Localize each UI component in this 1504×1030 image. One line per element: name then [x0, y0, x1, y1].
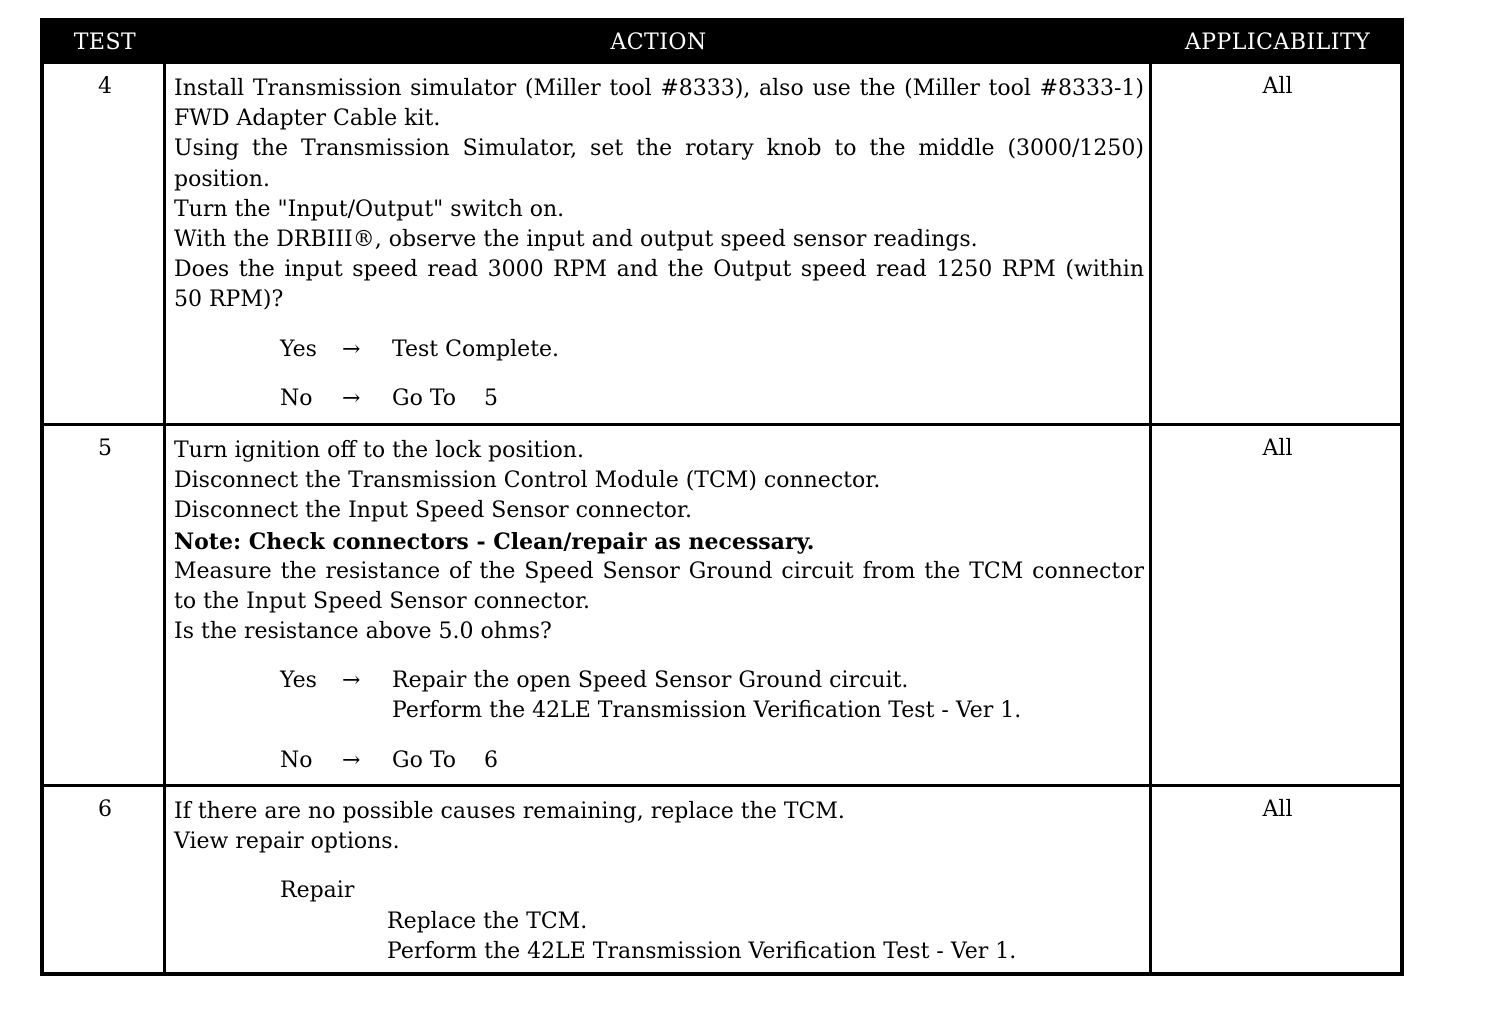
- header-action: ACTION: [610, 30, 707, 55]
- table-header: [44, 22, 1400, 64]
- action-line: to the Input Speed Sensor connector.: [174, 589, 591, 615]
- yes-outcome: [280, 666, 1144, 696]
- action-cell: [174, 436, 1144, 776]
- yes-label: Yes: [280, 668, 317, 694]
- goto-test-link[interactable]: 5: [484, 385, 499, 411]
- test-number: 4: [98, 74, 112, 99]
- action-line: Turn ignition off to the lock position.: [174, 438, 584, 463]
- no-result: Go To: [392, 385, 457, 411]
- test-number: 6: [98, 797, 112, 822]
- arrow-icon: →: [342, 336, 361, 362]
- no-outcome: [280, 746, 1144, 776]
- action-line: View repair options.: [174, 829, 400, 855]
- action-line: Install Transmission simulator (Miller tool #8333), also use the (Miller tool #8333-1): [174, 76, 1144, 101]
- action-line: Turn the "Input/Output" switch on.: [174, 196, 565, 222]
- applicability: All: [1262, 797, 1293, 822]
- action-line: With the DRBIII®, observe the input and output speed sensor readings.: [174, 227, 978, 253]
- yes-label: Yes: [280, 336, 317, 362]
- action-line: Using the Transmission Simulator, set the rotary knob to the middle (3000/1250): [174, 136, 1144, 162]
- repair-step: Replace the TCM.: [387, 908, 588, 934]
- action-line: Measure the resistance of the Speed Sensor Ground circuit from the TCM connector: [174, 558, 1144, 584]
- arrow-icon: →: [342, 747, 361, 773]
- action-line: position.: [174, 166, 270, 192]
- action-line: Does the input speed read 3000 RPM and the Output speed read 1250 RPM (within: [174, 257, 1144, 283]
- action-line: Disconnect the Transmission Control Module (TCM) connector.: [174, 468, 881, 494]
- note-line: Note: Check connectors - Clean/repair as necessary.: [174, 528, 815, 555]
- no-result: Go To: [392, 747, 457, 773]
- table-row: [44, 423, 1400, 785]
- no-label: No: [280, 385, 313, 411]
- yes-result: Repair the open Speed Sensor Ground circuit.: [392, 668, 909, 694]
- test-number: 5: [98, 436, 112, 461]
- arrow-icon: →: [342, 385, 361, 411]
- action-line: 50 RPM)?: [174, 287, 284, 313]
- no-label: No: [280, 747, 313, 773]
- action-cell: [174, 74, 1144, 414]
- arrow-icon: →: [342, 668, 361, 694]
- applicability: All: [1262, 74, 1293, 99]
- yes-outcome: [280, 335, 1144, 365]
- applicability: All: [1262, 436, 1293, 461]
- header-applicability: APPLICABILITY: [1184, 30, 1371, 55]
- action-line: FWD Adapter Cable kit.: [174, 106, 441, 132]
- action-cell: [174, 797, 1144, 967]
- action-line: If there are no possible causes remaining, replace the TCM.: [174, 799, 845, 824]
- yes-result: Test Complete.: [392, 336, 560, 362]
- repair-step: Perform the 42LE Transmission Verification Test - Ver 1.: [387, 938, 1017, 964]
- diagnostic-table: [40, 18, 1404, 976]
- action-line: Is the resistance above 5.0 ohms?: [174, 619, 552, 645]
- table-row: [44, 64, 1400, 425]
- action-line: Disconnect the Input Speed Sensor connector.: [174, 498, 693, 524]
- no-outcome: [280, 384, 1144, 414]
- header-test: TEST: [73, 30, 137, 55]
- yes-result-continuation: Perform the 42LE Transmission Verification Test - Ver 1.: [392, 698, 1022, 724]
- table-row: [44, 784, 1400, 976]
- goto-test-link[interactable]: 6: [484, 747, 499, 773]
- repair-label: Repair: [280, 878, 355, 904]
